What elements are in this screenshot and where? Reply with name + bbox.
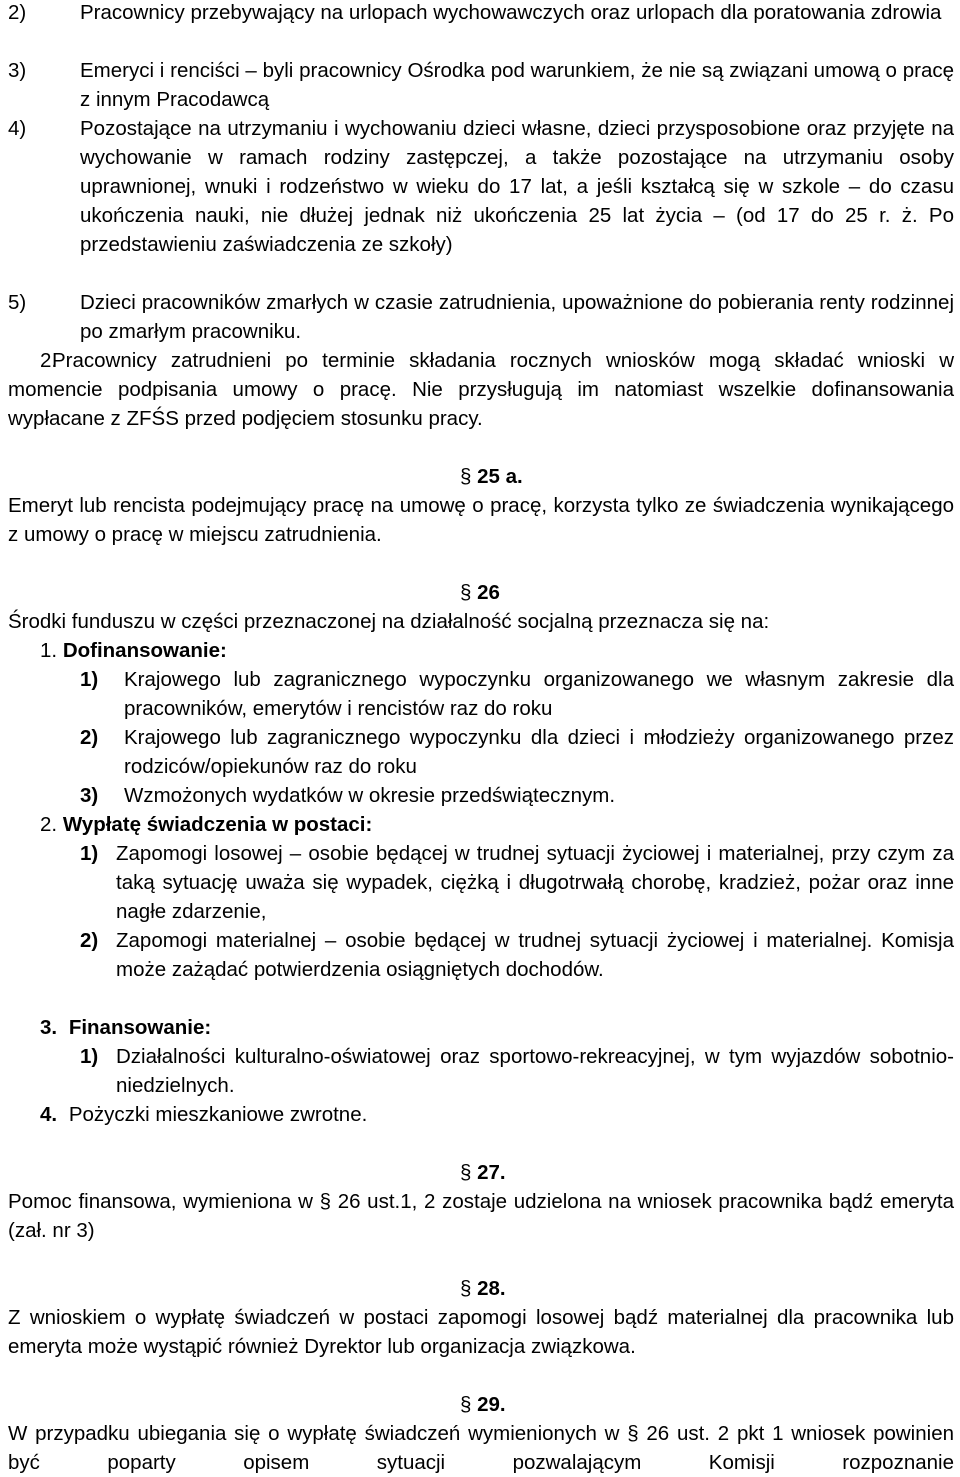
list-number: 1) (80, 668, 99, 691)
subsection-number: 3. (40, 1016, 58, 1039)
list-number: 1) (80, 842, 99, 865)
section-heading (460, 1390, 506, 1419)
subsection-title: Dofinansowanie: (62, 639, 227, 662)
section-number: 29. (477, 1393, 506, 1416)
list-number: 1) (80, 1045, 99, 1068)
subsection-title: Wypłatę świadczenia w postaci: (62, 813, 373, 836)
section-symbol: § (460, 1161, 472, 1184)
section-symbol: § (460, 1277, 472, 1300)
section-heading (460, 578, 500, 607)
section-heading (460, 1274, 506, 1303)
section-symbol: § (460, 1393, 472, 1416)
paragraph: Z wnioskiem o wypłatę świadczeń w postaci zapomogi losowej bądź materialnej dla pracownika lub emeryta może wystąpić również Dyrektor lub organizacja związkowa. (8, 1306, 954, 1358)
section-symbol: § (460, 465, 472, 488)
paragraph-text: Pracownicy zatrudnieni po terminie składania rocznych wniosków mogą składać wnioski w momencie podpisania umowy o pracę. Nie przysługują im natomiast wszelkie dofinansowania wypłacane z ZFŚS przed podjęciem stosunku pracy. (8, 349, 954, 430)
subsection-heading (40, 1100, 367, 1129)
section-number: 27. (477, 1161, 506, 1184)
list-item (80, 665, 954, 723)
list-item (80, 1042, 954, 1100)
section-heading (460, 462, 523, 491)
list-item-text: Wzmożonych wydatków w okresie przedświątecznym. (124, 784, 616, 807)
subsection-number: 4. (40, 1103, 58, 1126)
section-number: 25 a. (477, 465, 523, 488)
section-heading (460, 1158, 506, 1187)
list-item-text: Zapomogi losowej – osobie będącej w trudnej sytuacji życiowej i materialnej, przy czym za taką sytuację uważa się wypadek, ciężką i długotrwałą chorobę, kradzież, pożar oraz inne nagłe zdarzenie, (116, 842, 954, 923)
list-item (80, 926, 954, 984)
list-number: 3) (8, 59, 27, 82)
paragraph: Środki funduszu w części przeznaczonej na działalność socjalną przeznacza się na: (8, 610, 770, 633)
list-number: 4) (8, 117, 27, 140)
list-item-text: Zapomogi materialnej – osobie będącej w trudnej sytuacji życiowej i materialnej. Komisja może zażądać potwierdzenia osiągniętych dochodów. (116, 929, 954, 981)
list-item-text: Pozostające na utrzymaniu i wychowaniu dzieci własne, dzieci przysposobione oraz przyjęte na wychowanie w ramach rodziny zastępczej, a także pozostające na utrzymaniu osoby uprawnionej, wnuki i rodzeństwo w wieku do 17 lat, a jeśli kształcą się w szkole – do czasu ukończenia nauki, nie dłużej jednak niż ukończenia 25 lat życia – (od 17 do 25 r. ż. Po przedstawieniu zaświadczenia ze szkoły) (80, 117, 954, 256)
list-item-text: Krajowego lub zagranicznego wypoczynku dla dzieci i młodzieży organizowanego przez rodziców/opiekunów raz do roku (124, 726, 954, 778)
list-item-text: Pracownicy przebywający na urlopach wychowawczych oraz urlopach dla poratowania zdrowia (80, 1, 942, 24)
list-item-text: Dzieci pracowników zmarłych w czasie zatrudnienia, upoważnione do pobierania renty rodzinnej po zmarłym pracowniku. (80, 291, 954, 343)
section-symbol: § (460, 581, 472, 604)
subsection-heading (40, 810, 372, 839)
list-item-text: Działalności kulturalno-oświatowej oraz sportowo-rekreacyjnej, w tym wyjazdów sobotnio-niedzielnych. (116, 1045, 954, 1097)
paragraph (8, 346, 954, 433)
point-number: 2. (40, 349, 58, 372)
subsection-number: 1. (40, 639, 58, 662)
section-number: 28. (477, 1277, 506, 1300)
subsection-number: 2. (40, 813, 58, 836)
subsection-heading (40, 1013, 211, 1042)
subsection-title: Pożyczki mieszkaniowe zwrotne. (68, 1103, 368, 1126)
paragraph: W przypadku ubiegania się o wypłatę świadczeń wymienionych w § 26 ust. 2 pkt 1 wniosek powinien być poparty opisem sytuacji pozwalającym Komisji rozpoznanie (8, 1422, 954, 1474)
list-number: 2) (80, 726, 99, 749)
section-number: 26 (477, 581, 500, 604)
list-number: 2) (8, 1, 27, 24)
paragraph: Emeryt lub rencista podejmujący pracę na umowę o pracę, korzysta tylko ze świadczenia wynikającego z umowy o pracę w miejscu zatrudnienia. (8, 494, 954, 546)
list-item (80, 839, 954, 926)
subsection-heading (40, 636, 227, 665)
list-number: 5) (8, 291, 27, 314)
list-number: 3) (80, 784, 99, 807)
list-item-text: Krajowego lub zagranicznego wypoczynku organizowanego we własnym zakresie dla pracowników, emerytów i rencistów raz do roku (124, 668, 954, 720)
list-item (80, 723, 954, 781)
list-item (80, 781, 954, 810)
list-item-text: Emeryci i renciści – byli pracownicy Ośrodka pod warunkiem, że nie są związani umową o pracę z innym Pracodawcą (80, 59, 954, 111)
subsection-title: Finansowanie: (68, 1016, 212, 1039)
paragraph: Pomoc finansowa, wymieniona w § 26 ust.1, 2 zostaje udzielona na wniosek pracownika bądź emeryta (zał. nr 3) (8, 1190, 954, 1242)
list-number: 2) (80, 929, 99, 952)
